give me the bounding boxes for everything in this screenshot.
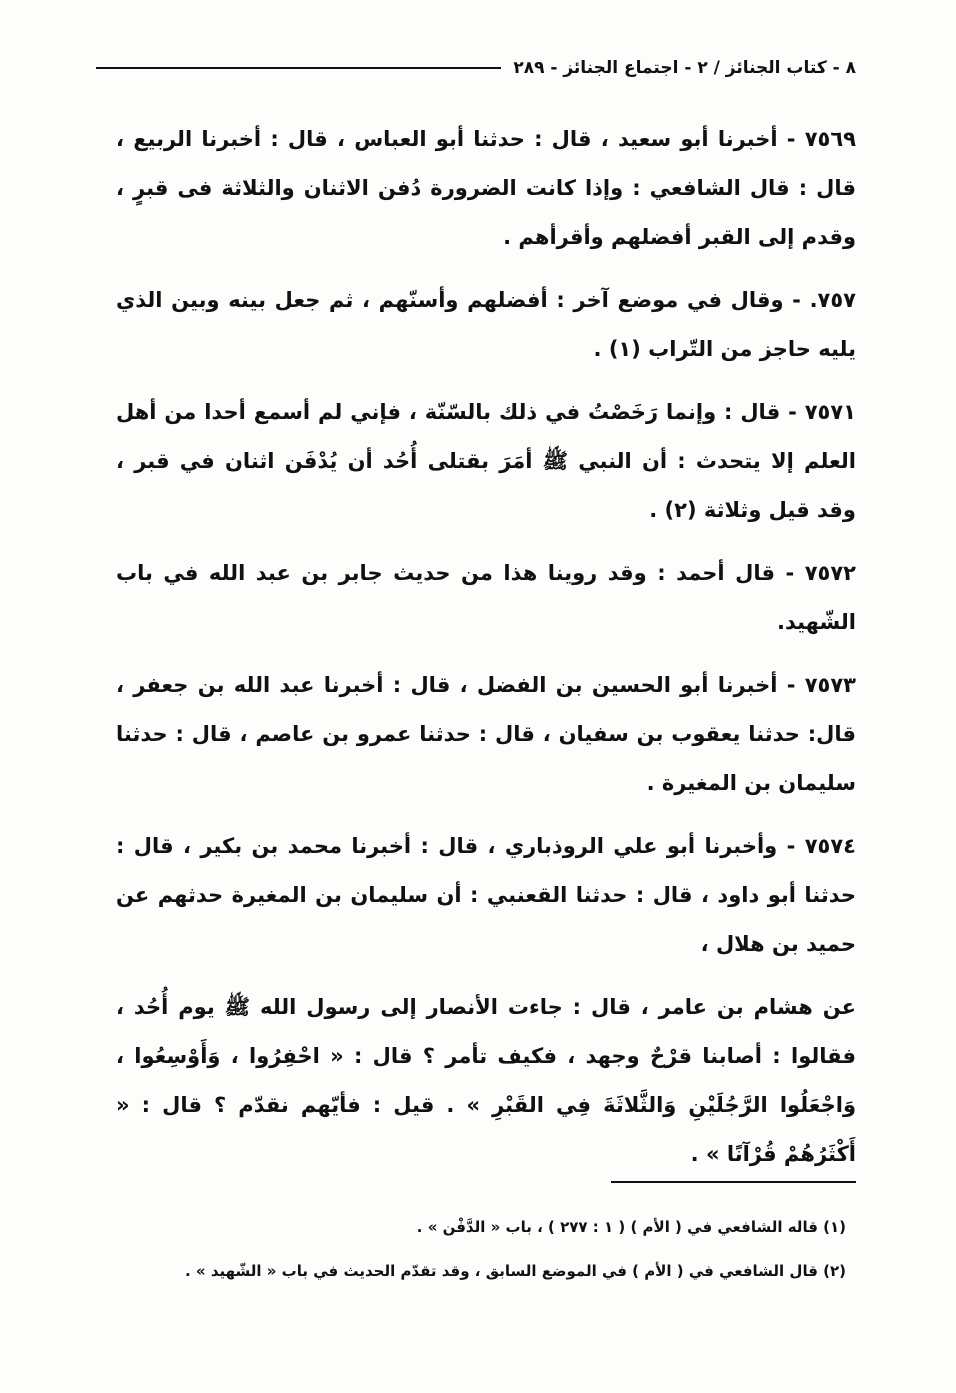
hadith-number: ٧٥٧٢ xyxy=(804,561,856,585)
paragraph-text: - قال أحمد : وقد روينا هذا من حديث جابر بن عبد الله في باب الشّهيد. xyxy=(116,561,856,634)
paragraph-text: عن هشام بن عامر ، قال : جاءت الأنصار إلى رسول الله ﷺ يوم أُحُد ، فقالوا : أصابنا قرْحٌ وجهد ، فكيف تأمر ؟ قال : « احْفِرُوا ، وَأَوْسِعُوا ، وَاجْعَلُوا الرَّجُلَيْنِ وَالثَّلاثَةَ فِي القَبْرِ » . قيل : فأيّهم نقدّم ؟ قال : « أَكْثَرُهُمْ قُرْآنًا » . xyxy=(116,995,856,1166)
hadith-number: ٧٥٧. xyxy=(809,288,856,312)
hadith-number: ٧٥٦٩ xyxy=(804,127,856,151)
running-header xyxy=(96,58,856,78)
paragraph-text: - أخبرنا أبو الحسين بن الفضل ، قال : أخبرنا عبد الله بن جعفر ، قال: حدثنا يعقوب بن سفيان ، قال : حدثنا عمرو بن عاصم ، قال : حدثنا سليمان بن المغيرة . xyxy=(116,673,856,795)
paragraph-text: - وقال في موضع آخر : أفضلهم وأسنّهم ، ثم جعل بينه وبين الذي يليه حاجز من التّراب (١) . xyxy=(116,288,856,361)
hadith-number: ٧٥٧٣ xyxy=(804,673,856,697)
paragraph-7574 xyxy=(116,822,856,969)
hadith-number: ٧٥٧١ xyxy=(804,400,856,424)
paragraph-7572 xyxy=(116,549,856,647)
header-text: ٨ - كتاب الجنائز / ٢ - اجتماع الجنائز - ٢٨٩ xyxy=(513,58,856,78)
paragraph-7570 xyxy=(116,276,856,374)
page-body xyxy=(116,115,856,1193)
header-rule xyxy=(96,67,501,69)
footnotes xyxy=(126,1205,846,1293)
paragraph-hadith-text xyxy=(116,983,856,1179)
footnote-1: (١) قاله الشافعي في ( الأم ) ( ١ : ٢٧٧ ) ، باب « الدَّفْن » . xyxy=(416,1218,846,1236)
paragraph-7573 xyxy=(116,661,856,808)
hadith-number: ٧٥٧٤ xyxy=(804,834,856,858)
paragraph-text: - أخبرنا أبو سعيد ، قال : حدثنا أبو العباس ، قال : أخبرنا الربيع ، قال : قال الشافعي : وإذا كانت الضرورة دُفن الاثنان والثلاثة فى قبرٍ ، وقدم إلى القبر أفضلهم وأقرأهم . xyxy=(116,127,856,249)
paragraph-7569 xyxy=(116,115,856,262)
footnote-2: (٢) قال الشافعي في ( الأم ) في الموضع السابق ، وقد تقدّم الحديث في باب « الشّهيد » . xyxy=(184,1262,846,1280)
footnote-rule xyxy=(611,1181,856,1183)
paragraph-text: - وأخبرنا أبو علي الروذباري ، قال : أخبرنا محمد بن بكير ، قال : حدثنا أبو داود ، قال : حدثنا القعنبي : أن سليمان بن المغيرة حدثهم عن حميد بن هلال ، xyxy=(116,834,856,956)
paragraph-text: - قال : وإنما رَخَصْتُ في ذلك بالسّنّة ، فإني لم أسمع أحدا من أهل العلم إلا يتحدث : أن النبي ﷺ أمَرَ بقتلى أُحُد أن يُدْفَن اثنان في قبر ، وقد قيل وثلاثة (٢) . xyxy=(116,400,856,522)
paragraph-7571 xyxy=(116,388,856,535)
